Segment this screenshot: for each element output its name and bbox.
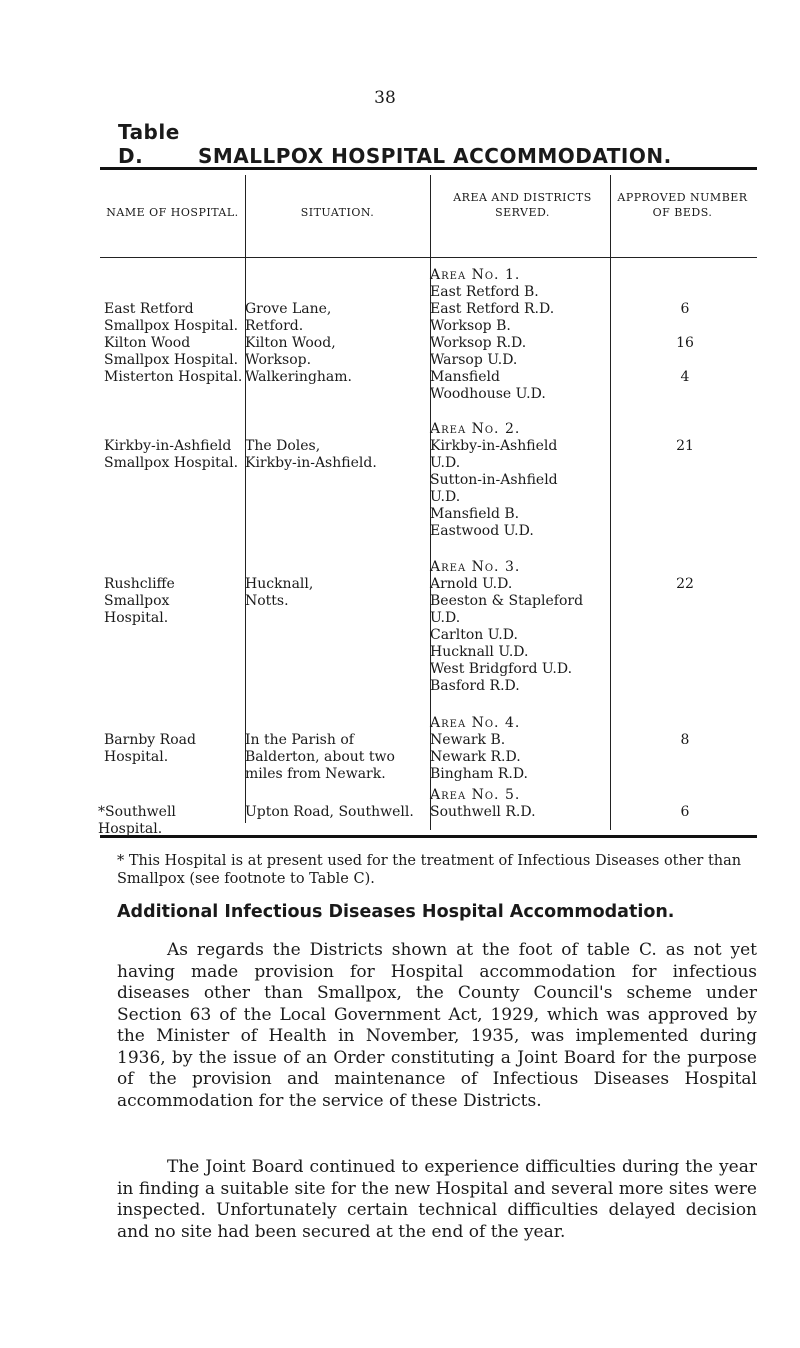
area-heading: Area No. 3. — [430, 559, 521, 575]
header-beds: APPROVED NUMBER OF BEDS. — [617, 191, 748, 219]
table-footnote: * This Hospital is at present used for the treatment of Infectious Diseases other than Smallpox (see footnote to Table C). — [117, 853, 742, 887]
hospital-situation: The Doles, Kirkby-in-Ashfield. — [245, 438, 377, 471]
section-heading: Additional Infectious Diseases Hospital Accommodation. — [117, 902, 675, 922]
hospital-beds: 4 — [680, 369, 690, 385]
table-title — [118, 120, 672, 168]
column-divider — [245, 175, 246, 823]
hospital-beds: 6 — [680, 301, 690, 317]
hospital-name: Barnby Road Hospital. — [104, 732, 196, 765]
hospital-situation: Grove Lane, Retford. — [245, 301, 332, 334]
header-rule — [100, 257, 757, 258]
header-situation: SITUATION. — [300, 206, 375, 219]
area-heading: Area No. 2. — [430, 421, 521, 437]
hospital-situation: Upton Road, Southwell. — [245, 804, 414, 820]
area-heading: Area No. 1. — [430, 267, 521, 283]
table-label: Table D. — [118, 120, 180, 168]
paragraph: As regards the Districts shown at the foot of table C. as not yet having made provision for Hospital accommodation for infectious diseases other than Smallpox, the County Council's scheme under Section 63 of the Local Government Act, 1929, which was approved by the Minister of Health in November, 1935, was implemented during 1936, by the issue of an Order constituting a Joint Board for the purpose of the provision and maintenance of Infectious Diseases Hospital accommodation for the service of these Districts. — [117, 940, 757, 1111]
hospital-name: Rushcliffe Smallpox Hospital. — [104, 576, 175, 626]
hospital-situation: Kilton Wood, Worksop. — [245, 335, 336, 368]
table-title-text: SMALLPOX HOSPITAL ACCOMMODATION. — [198, 144, 672, 168]
hospital-name: Misterton Hospital. — [104, 369, 243, 385]
area-districts: East Retford B. East Retford R.D. Worksop B. Worksop R.D. Warsop U.D. Mansfield Woodhouse U.D. — [430, 284, 555, 402]
hospital-beds: 8 — [680, 732, 690, 748]
area-districts: Southwell R.D. — [430, 804, 536, 820]
smallpox-table — [100, 167, 757, 838]
hospital-beds: 6 — [680, 804, 690, 820]
hospital-beds: 16 — [676, 335, 694, 351]
hospital-situation: Walkeringham. — [245, 369, 353, 385]
hospital-name: *Southwell Hospital. — [98, 804, 176, 837]
hospital-name: East Retford Smallpox Hospital. — [104, 301, 239, 334]
hospital-beds: 21 — [676, 438, 694, 454]
area-districts: Arnold U.D. Beeston & Stapleford U.D. Carlton U.D. Hucknall U.D. West Bridgford U.D. Basford R.D. — [430, 576, 584, 694]
hospital-situation: Hucknall, Notts. — [245, 576, 314, 609]
hospital-beds: 22 — [676, 576, 694, 592]
area-heading: Area No. 4. — [430, 715, 521, 731]
header-area: AREA AND DISTRICTS SERVED. — [453, 191, 592, 219]
paragraph: The Joint Board continued to experience difficulties during the year in finding a suitable site for the new Hospital and several more sites were inspected. Unfortunately certain technical difficulties delayed decision and no site had been secured at the end of the year. — [117, 1157, 757, 1242]
area-districts: Kirkby-in-Ashfield U.D. Sutton-in-Ashfield U.D. Mansfield B. Eastwood U.D. — [430, 438, 558, 539]
page-number: 38 — [374, 88, 396, 108]
area-heading: Area No. 5. — [430, 787, 521, 803]
header-name: NAME OF HOSPITAL. — [106, 206, 239, 219]
column-divider — [610, 175, 611, 830]
hospital-name: Kirkby-in-Ashfield Smallpox Hospital. — [104, 438, 239, 471]
hospital-situation: In the Parish of Balderton, about two miles from Newark. — [245, 732, 395, 782]
area-districts: Newark B. Newark R.D. Bingham R.D. — [430, 732, 528, 782]
hospital-name: Kilton Wood Smallpox Hospital. — [104, 335, 239, 368]
